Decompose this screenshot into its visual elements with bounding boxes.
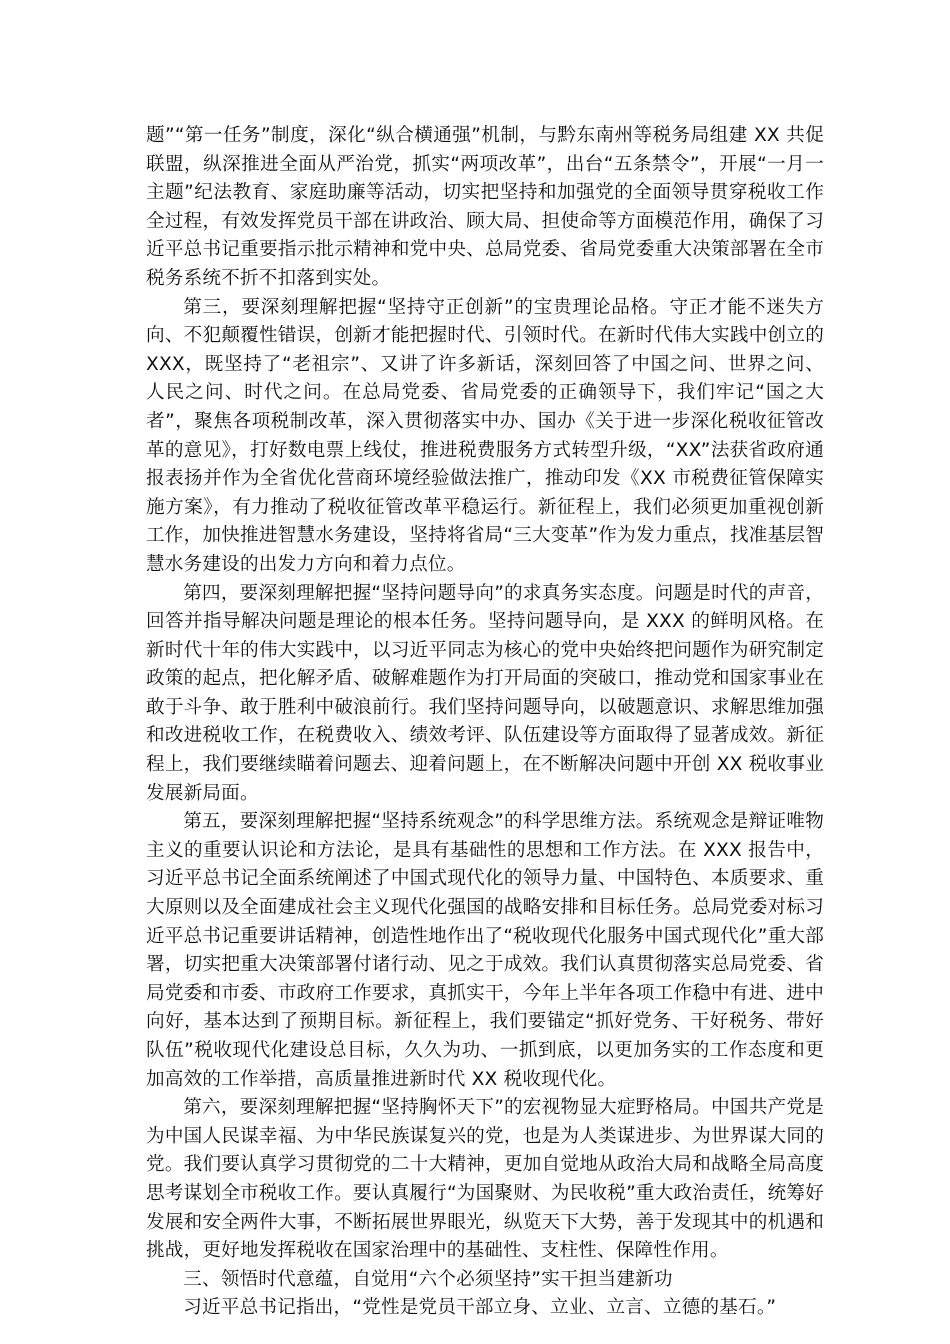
paragraph-intro-continuation: 题”“第一任务”制度，深化“纵合横通强”机制，与黔东南州等税务局组建 XX 共促联盟，纵深推进全面从严治党，抓实“两项改革”，出台“五条禁令”，开展“一月一主题”纪法教育、家庭助廉等活动，切实把坚持和加强党的全面领导贯穿税收工作全过程，有效发挥党员干部在讲政治、顾大局、担使命等方面模范作用，确保了习近平总书记重要指示批示精神和党中央、总局党委、省局党委重大决策部署在全市税务系统不折不扣落到实处。 [146, 125, 824, 289]
paragraph-sixth-point: 第六，要深刻理解把握“坚持胸怀天下”的宏视物显大症野格局。中国共产党是为中国人民谋幸福、为中华民族谋复兴的党，也是为人类谋进步、为世界谋大同的党。我们要认真学习贯彻党的二十大精神，更加自觉地从政治大局和战略全局高度思考谋划全市税收工作。要认真履行“为国聚财、为民收税”重大政治责任，统筹好发展和安全两件大事，不断拓展世界眼光，纵览天下大势，善于发现其中的机遇和挑战，更好地发挥税收在国家治理中的基础性、支柱性、保障性作用。 [146, 1097, 824, 1262]
paragraph-fourth-point: 第四，要深刻理解把握“坚持问题导向”的求真务实态度。问题是时代的声音，回答并指导解决问题是理论的根本任务。坚持问题导向，是 XXX 的鲜明风格。在新时代十年的伟大实践中，以习近平同志为核心的党中央始终把问题作为研究制定政策的起点，把化解矛盾、破解难题作为打开局面的突破口，推动党和国家事业在敢于斗争、敢于胜利中破浪前行。我们坚持问题导向，以破题意识、求解思维加强和改进税收工作，在税费收入、绩效考评、队伍建设等方面取得了显著成效。新征程上，我们要继续瞄着问题去、迎着问题上，在不断解决问题中开创 XX 税收事业发展新局面。 [146, 582, 824, 804]
paragraph-fifth-point: 第五，要深刻理解把握“坚持系统观念”的科学思维方法。系统观念是辩证唯物主义的重要认识论和方法论，是具有基础性的思想和工作方法。在 XXX 报告中，习近平总书记全面系统阐述了中国式现代化的领导力量、中国特色、本质要求、重大原则以及全面建成社会主义现代化强国的战略安排和目标任务。总局党委对标习近平总书记重要讲话精神，创造性地作出了“税收现代化服务中国式现代化”重大部署，切实把重大决策部署付诸行动、见之于成效。我们认真贯彻落实总局党委、省局党委和市委、市政府工作要求，真抓实干，今年上半年各项工作稳中有进、进中向好，基本达到了预期目标。新征程上，我们要锚定“抓好党务、干好税务、带好队伍”税收现代化建设总目标，久久为功、一抓到底，以更加务实的工作态度和更加高效的工作举措，高质量推进新时代 XX 税收现代化。 [146, 811, 824, 1090]
paragraph-third-point: 第三，要深刻理解把握“坚持守正创新”的宝贵理论品格。守正才能不迷失方向、不犯颠覆性错误，创新才能把握时代、引领时代。在新时代伟大实践中创立的 XXX，既坚持了“老祖宗”、又讲了许多新话，深刻回答了中国之问、世界之问、人民之问、时代之问。在总局党委、省局党委的正确领导下，我们牢记“国之大者”，聚焦各项税制改革，深入贯彻落实中办、国办《关于进一步深化税收征管改革的意见》，打好数电票上线仗，推进税费服务方式转型升级，“XX”法获省政府通报表扬并作为全省优化营商环境经验做法推广，推动印发《XX 市税费征管保障实施方案》，有力推动了税收征管改革平稳运行。新征程上，我们必须更加重视创新工作，加快推进智慧水务建设，坚持将省局“三大变革”作为发力重点，找准基层智慧水务建设的出发力方向和着力点位。 [146, 296, 824, 575]
section-heading-three: 三、领悟时代意蕴，自觉用“六个必须坚持”实干担当建新功 [183, 1268, 673, 1290]
paragraph-section-three-opening: 习近平总书记指出，“党性是党员干部立身、立业、立言、立德的基石。” [183, 1297, 777, 1319]
document-page [146, 122, 824, 1323]
